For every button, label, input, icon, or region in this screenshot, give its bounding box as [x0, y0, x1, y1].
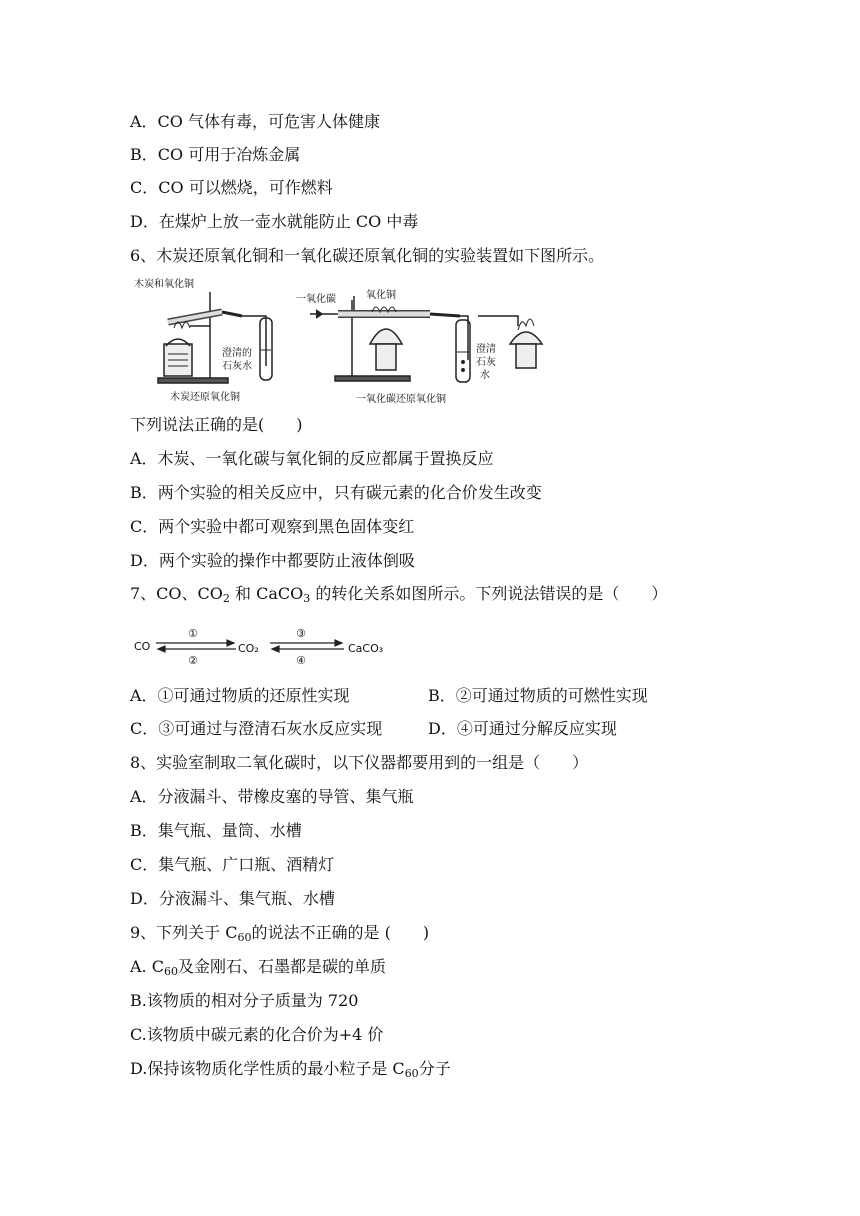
q8-option-d: D．分液漏斗、集气瓶、水槽 — [130, 889, 335, 908]
left-lime-label-1: 澄清的 — [222, 348, 252, 359]
q7-option-c: C．③可通过与澄清石灰水反应实现 — [130, 719, 383, 738]
q8-stem: 8、实验室制取二氧化碳时，以下仪器都要用到的一组是（ ） — [130, 753, 589, 772]
q9-stem: 9、下列关于 $C_{60}$的说法不正确的是 ( ) — [130, 923, 430, 944]
co-apparatus — [310, 296, 542, 382]
q8-option-c: C．集气瓶、广口瓶、酒精灯 — [130, 855, 335, 874]
apparatus-figure — [130, 274, 560, 410]
q6-option-d: D．两个实验的操作中都要防止液体倒吸 — [130, 551, 415, 570]
diagram-co2: CO₂ — [238, 642, 259, 655]
q7-option-d: D．④可通过分解反应实现 — [428, 719, 617, 738]
q6-option-b: B．两个实验的相关反应中，只有碳元素的化合价发生改变 — [130, 483, 542, 502]
left-lime-label-2: 石灰水 — [222, 361, 252, 372]
q6-option-a: A．木炭、一氧化碳与氧化铜的反应都属于置换反应 — [130, 449, 494, 468]
q8-option-b: B．集气瓶、量筒、水槽 — [130, 821, 302, 840]
right-lime-label-1: 澄清 — [476, 344, 496, 355]
right-co-label: 一氧化碳 — [296, 294, 336, 305]
q5-option-c: C．CO 可以燃烧，可作燃料 — [130, 178, 333, 197]
right-lime-label-2: 石灰 — [476, 357, 496, 368]
q5-option-d: D．在煤炉上放一壶水就能防止 CO 中毒 — [130, 212, 419, 231]
right-cuo-label: 氧化铜 — [366, 290, 396, 301]
diagram-caco3: CaCO₃ — [348, 642, 384, 655]
diagram-step-3: ③ — [296, 627, 306, 640]
diagram-step-4: ④ — [296, 654, 306, 667]
right-caption: 一氧化碳还原氧化铜 — [356, 394, 446, 405]
q6-stem: 6、木炭还原氧化铜和一氧化碳还原氧化铜的实验装置如下图所示。 — [130, 246, 605, 265]
q9-option-d: D.保持该物质化学性质的最小粒子是 $C_{60}$分子 — [130, 1059, 451, 1080]
left-top-label: 木炭和氧化铜 — [134, 279, 194, 290]
q7-option-a: A．①可通过物质的还原性实现 — [130, 686, 350, 705]
q9-option-c: C.该物质中碳元素的化合价为+4 价 — [130, 1025, 384, 1044]
charcoal-apparatus — [158, 292, 272, 383]
q6-ask: 下列说法正确的是( ) — [130, 415, 303, 434]
diagram-step-2: ② — [188, 654, 198, 667]
conversion-diagram — [134, 624, 394, 668]
left-caption: 木炭还原氧化铜 — [170, 392, 240, 403]
q7-stem: 7、CO、$CO_2$ 和 CaCO$_3$ 的转化关系如图所示。下列说法错误的是（ ） — [130, 584, 668, 605]
q7-option-b: B．②可通过物质的可燃性实现 — [428, 686, 648, 705]
diagram-step-1: ① — [188, 627, 198, 640]
right-lime-label-3: 水 — [480, 370, 490, 381]
q8-option-a: A．分液漏斗、带橡皮塞的导管、集气瓶 — [130, 787, 414, 806]
q5-option-b: B．CO 可用于冶炼金属 — [130, 145, 301, 164]
q9-option-a: A. $C_{60}$及金刚石、石墨都是碳的单质 — [130, 957, 386, 978]
q5-option-a: A．CO 气体有毒，可危害人体健康 — [130, 112, 381, 131]
q9-option-b: B.该物质的相对分子质量为 720 — [130, 991, 359, 1010]
diagram-co: CO — [134, 640, 151, 653]
q6-option-c: C．两个实验中都可观察到黑色固体变红 — [130, 517, 415, 536]
